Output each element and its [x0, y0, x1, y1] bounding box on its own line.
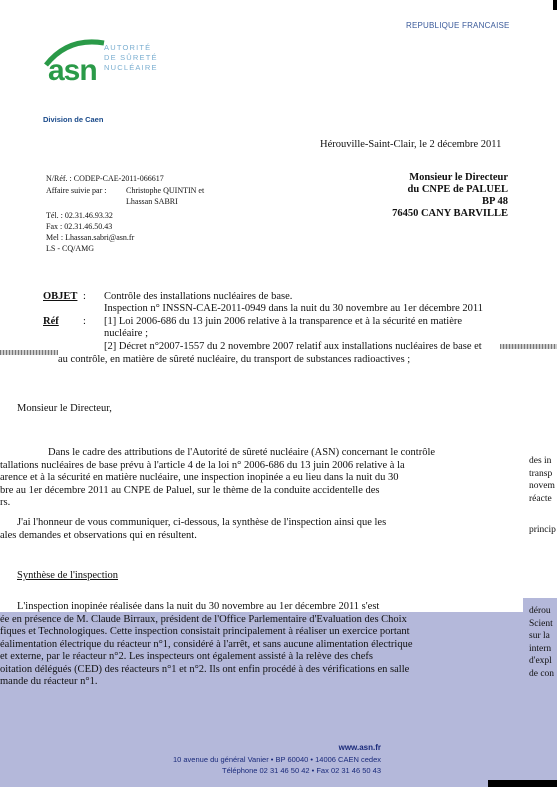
recipient-line-1: Monsieur le Directeur [409, 172, 508, 183]
ref-1-line-b: nucléaire ; [104, 328, 149, 339]
p3-line: fiques et Technologiques. Cette inspection consistait principalement à réaliser un exercice portant [0, 626, 410, 637]
objet-line-2: Inspection n° INSSN-CAE-2011-0949 dans la nuit du 30 novembre au 1er décembre 2011 [104, 303, 484, 314]
salutation: Monsieur le Directeur, [17, 403, 112, 414]
scan-noise-right [500, 344, 557, 349]
meta-ls: LS - CQ/AMG [46, 244, 95, 253]
ref-number: N/Réf. : CODEP-CAE-2011-066617 [46, 174, 164, 183]
paragraph-1 [0, 447, 435, 510]
recipient-line-2: du CNPE de PALUEL [407, 184, 508, 195]
margin-line: transp [529, 468, 553, 479]
margin-line: d'expl [529, 656, 552, 666]
margin-line: dérou [529, 606, 551, 616]
p1-line: bre au 1er décembre 2011 au CNPE de Paluel, sur le thème de la conduite accidentelle des [0, 484, 380, 496]
asn-logo [38, 35, 178, 115]
paragraph-3 [0, 601, 412, 689]
margin-line: sur la [529, 631, 550, 641]
margin-fragment-c [529, 605, 554, 680]
meta-mel: Mel : Lhassan.sabri@asn.fr [46, 233, 135, 242]
recipient-address [392, 172, 508, 220]
scan-edge-mark-top [553, 0, 557, 10]
footer-address: 10 avenue du général Vanier • BP 60040 • 14006 CAEN cedex [172, 755, 381, 764]
ref-2-line-a: [2] Décret n°2007-1557 du 2 novembre 2007 relatif aux installations nucléaires de base et [104, 341, 482, 352]
p3-line: L'inspection inopinée réalisée dans la nuit du 30 novembre au 1er décembre 2011 s'est [17, 601, 380, 612]
margin-fragment-a [529, 455, 555, 505]
scan-edge-mark [488, 780, 557, 787]
republic-header: REPUBLIQUE FRANCAISE [406, 21, 510, 30]
p1-line: Dans le cadre des attributions de l'Autorité de sûreté nucléaire (ASN) concernant le contrôle [48, 447, 436, 458]
p2-line: ales demandes et observations qui en résultent. [0, 529, 197, 541]
meta-tel: Tél. : 02.31.46.93.32 [46, 211, 113, 220]
ref-label: Réf [43, 316, 59, 327]
margin-line: réacte [529, 493, 552, 504]
dateline: Hérouville-Saint-Clair, le 2 décembre 2011 [320, 139, 502, 150]
affaire-name-1: Christophe QUINTIN et [126, 186, 205, 195]
margin-line: des in [529, 456, 552, 466]
ref-1-line-a: [1] Loi 2006-686 du 13 juin 2006 relative à la transparence et à la sécurité en matière [104, 316, 463, 327]
p1-line: tallations nucléaires de base prévu à l'article 4 de la loi n° 2006-686 du 13 juin 2006 relative à la [0, 459, 405, 471]
margin-line: novem [529, 481, 555, 491]
objet-colon: : [83, 291, 86, 302]
objet-label: OBJET [43, 291, 78, 302]
affaire-label: Affaire suivie par : [46, 186, 107, 195]
section-title: Synthèse de l'inspection [17, 570, 119, 581]
ref-2-line-b: au contrôle, en matière de sûreté nucléaire, du transport de substances radioactives ; [58, 354, 411, 365]
objet-line-1: Contrôle des installations nucléaires de base. [104, 291, 293, 302]
p3-line: oitation délégués (CED) des réacteurs n°1 et n°2. Ils ont enfin procédé à des vérifications en salle [0, 663, 410, 675]
recipient-line-3: BP 48 [482, 196, 508, 207]
margin-line: Scient [529, 618, 553, 629]
affaire-name-2: Lhassan SABRI [126, 197, 178, 206]
footer-phones: Téléphone 02 31 46 50 42 • Fax 02 31 46 50 43 [221, 766, 381, 775]
scan-noise-left [0, 350, 58, 355]
division-label: Division de Caen [43, 115, 104, 124]
footer-website: www.asn.fr [338, 743, 381, 752]
margin-line: intern [529, 643, 552, 654]
ref-colon: : [83, 316, 86, 327]
logo-brand: asn [48, 54, 97, 87]
p3-line: mande du réacteur n°1. [0, 676, 98, 687]
margin-fragment-b: princip [529, 525, 556, 535]
p2-line: J'ai l'honneur de vous communiquer, ci-dessous, la synthèse de l'inspection ainsi que les [17, 517, 387, 528]
meta-fax: Fax : 02.31.46.50.43 [46, 222, 113, 231]
logo-line-2: DE SÛRETÉ [104, 53, 158, 62]
p1-line: arence et à la sécurité en matière nucléaire, une inspection inopinée a eu lieu dans la nuit du 30 [0, 472, 399, 483]
p3-line: éalimentation électrique du réacteur n°1, considéré à l'arrêt, et sans aucune alimentation électrique [0, 638, 413, 650]
p1-line: rs. [0, 497, 11, 508]
logo-line-1: AUTORITÉ [104, 43, 152, 52]
paragraph-2 [0, 517, 386, 542]
recipient-line-4: 76450 CANY BARVILLE [392, 208, 508, 219]
p3-line: ée en présence de M. Claude Birraux, président de l'Office Parlementaire d'Evaluation des Choix [0, 613, 407, 625]
margin-line: de con [529, 668, 555, 679]
logo-line-3: NUCLÉAIRE [104, 63, 158, 72]
p3-line: et externe, par le réacteur n°2. Les inspecteurs ont également assisté à la relève des chefs [0, 651, 373, 662]
